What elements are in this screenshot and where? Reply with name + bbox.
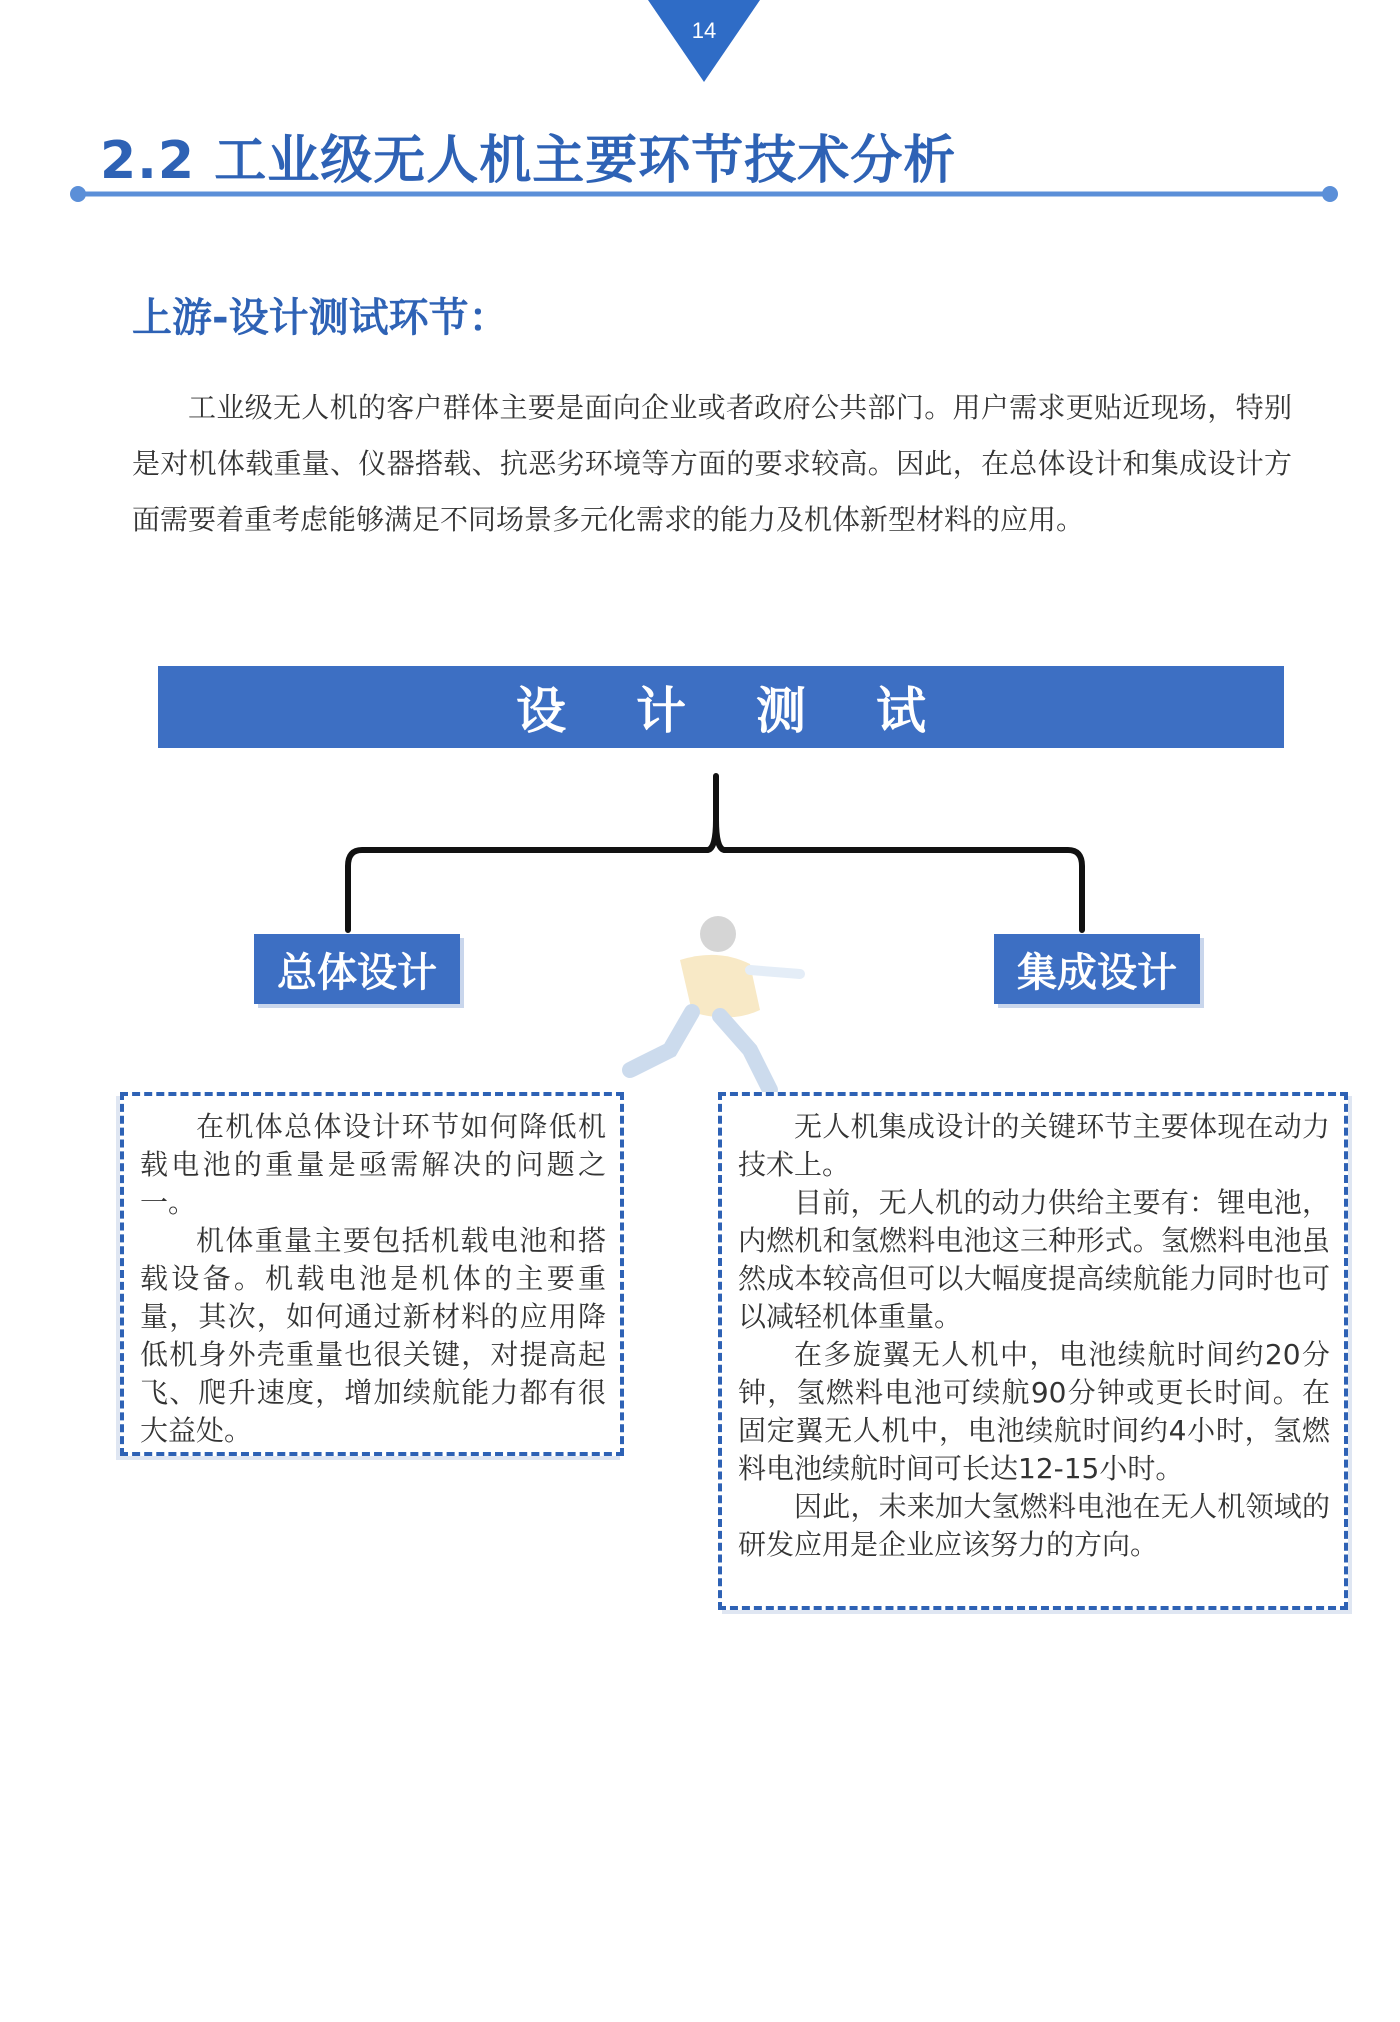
integration-design-tag: 集成设计: [994, 934, 1200, 1004]
integration-design-paragraph: 在多旋翼无人机中，电池续航时间约20分钟，氢燃料电池可续航90分钟或更长时间。在固定翼无人机中，电池续航时间约4小时，氢燃料电池续航时间可长达12-15小时。: [738, 1338, 1330, 1485]
page-number: 14: [691, 18, 717, 43]
diagram-banner: [158, 666, 1284, 748]
intro-paragraph: 工业级无人机的客户群体主要是面向企业或者政府公共部门。用户需求更贴近现场，特别是对机体载重量、仪器搭载、抗恶劣环境等方面的要求较高。因此，在总体设计和集成设计方面需要着重考虑能够满足不同场景多元化需求的能力及机体新型材料的应用。: [132, 391, 1292, 536]
title-underline: [70, 184, 1338, 204]
section-title: 2.2 工业级无人机主要环节技术分析: [100, 131, 957, 191]
page-number-badge: [648, 0, 760, 82]
integration-design-paragraph: 因此，未来加大氢燃料电池在无人机领域的研发应用是企业应该努力的方向。: [738, 1490, 1330, 1561]
running-figure-watermark-icon: [600, 900, 820, 1100]
subheading: 上游-设计测试环节：: [132, 295, 509, 341]
overall-design-box: [120, 1092, 624, 1456]
overall-design-paragraph: 在机体总体设计环节如何降低机载电池的重量是亟需解决的问题之一。: [140, 1110, 606, 1219]
banner-text: 设计测试: [516, 682, 996, 740]
integration-design-box: [718, 1092, 1348, 1610]
overall-design-tag: 总体设计: [254, 934, 460, 1004]
integration-design-paragraph: 无人机集成设计的关键环节主要体现在动力技术上。: [738, 1110, 1330, 1181]
integration-design-paragraph: 目前，无人机的动力供给主要有：锂电池，内燃机和氢燃料电池这三种形式。氢燃料电池虽然成本较高但可以大幅度提高续航能力同时也可以减轻机体重量。: [738, 1186, 1330, 1333]
overall-design-paragraph: 机体重量主要包括机载电池和搭载设备。机载电池是机体的主要重量，其次，如何通过新材料的应用降低机身外壳重量也很关键，对提高起飞、爬升速度，增加续航能力都有很大益处。: [140, 1224, 606, 1447]
